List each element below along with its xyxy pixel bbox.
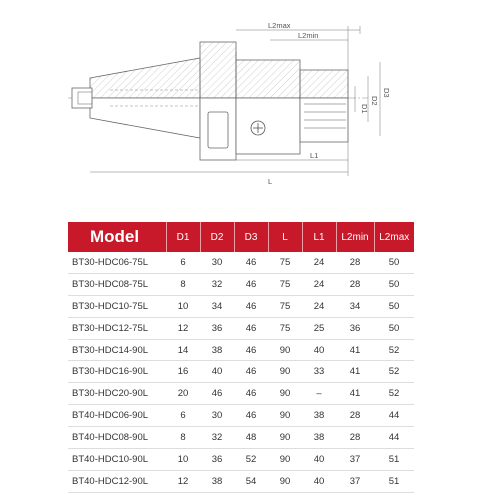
value-cell-d3: 46 (234, 317, 268, 339)
value-cell-d3: 46 (234, 405, 268, 427)
value-cell-d2: 38 (200, 339, 234, 361)
model-cell: BT30-HDC14-90L (68, 339, 166, 361)
dim-l2max: L2max (268, 21, 291, 30)
value-cell-d2: 36 (200, 449, 234, 471)
dim-d2: D2 (370, 96, 379, 106)
value-cell-l2max: 50 (374, 252, 414, 273)
tool-holder-drawing (0, 0, 480, 210)
value-cell-d2: 30 (200, 405, 234, 427)
value-cell-d3: 48 (234, 427, 268, 449)
model-cell: BT30-HDC08-75L (68, 273, 166, 295)
holder-body (236, 60, 348, 154)
value-cell-l2min: 41 (336, 383, 374, 405)
table-row (68, 470, 414, 492)
value-cell-l2min: 28 (336, 273, 374, 295)
dim-l: L (268, 177, 273, 186)
dim-d1: D1 (360, 104, 369, 114)
value-cell-l2min: 37 (336, 449, 374, 471)
dim-l2min: L2min (298, 31, 319, 40)
value-cell-d1: 6 (166, 252, 200, 273)
value-cell-d3: 52 (234, 449, 268, 471)
value-cell-l2max: 52 (374, 361, 414, 383)
table-row (68, 449, 414, 471)
table-header-row (68, 222, 414, 252)
value-cell-l1: 38 (302, 427, 336, 449)
value-cell-d1: 20 (166, 383, 200, 405)
value-cell-l1: 25 (302, 317, 336, 339)
value-cell-l1: – (302, 383, 336, 405)
value-cell-d1: 12 (166, 317, 200, 339)
value-cell-l2min: 36 (336, 317, 374, 339)
value-cell-l2max: 52 (374, 339, 414, 361)
table-row (68, 361, 414, 383)
value-cell-l: 90 (268, 361, 302, 383)
value-cell-l1: 24 (302, 295, 336, 317)
model-cell: BT40-HDC06-90L (68, 405, 166, 427)
value-cell-l2max: 51 (374, 470, 414, 492)
value-cell-l2max: 50 (374, 295, 414, 317)
value-cell-d3: 46 (234, 295, 268, 317)
value-cell-l1: 24 (302, 252, 336, 273)
table-row (68, 427, 414, 449)
value-cell-l: 90 (268, 339, 302, 361)
header-l1: L1 (302, 222, 336, 252)
dim-d3: D3 (382, 88, 391, 98)
taper-section (72, 58, 200, 138)
value-cell-d3: 46 (234, 361, 268, 383)
spec-table (68, 222, 414, 493)
value-cell-d2: 38 (200, 470, 234, 492)
model-cell: BT40-HDC10-90L (68, 449, 166, 471)
value-cell-l2max: 44 (374, 405, 414, 427)
value-cell-d2: 32 (200, 427, 234, 449)
table-row (68, 383, 414, 405)
value-cell-l2max: 50 (374, 317, 414, 339)
header-d3: D3 (234, 222, 268, 252)
value-cell-d1: 10 (166, 449, 200, 471)
value-cell-l2max: 50 (374, 273, 414, 295)
flange (200, 42, 236, 160)
value-cell-d1: 12 (166, 470, 200, 492)
table-row (68, 273, 414, 295)
value-cell-l2max: 51 (374, 449, 414, 471)
model-cell: BT30-HDC20-90L (68, 383, 166, 405)
value-cell-l1: 33 (302, 361, 336, 383)
value-cell-l1: 40 (302, 339, 336, 361)
value-cell-d3: 54 (234, 470, 268, 492)
value-cell-d3: 46 (234, 273, 268, 295)
value-cell-l1: 40 (302, 470, 336, 492)
value-cell-d3: 46 (234, 252, 268, 273)
header-l2max: L2max (374, 222, 414, 252)
value-cell-l2min: 28 (336, 252, 374, 273)
value-cell-d2: 30 (200, 252, 234, 273)
value-cell-d1: 8 (166, 273, 200, 295)
value-cell-l2min: 41 (336, 339, 374, 361)
value-cell-l2min: 34 (336, 295, 374, 317)
value-cell-l: 90 (268, 449, 302, 471)
table-row (68, 317, 414, 339)
table-row (68, 339, 414, 361)
value-cell-d2: 36 (200, 317, 234, 339)
model-cell: BT40-HDC12-90L (68, 470, 166, 492)
value-cell-l: 90 (268, 383, 302, 405)
value-cell-l1: 38 (302, 405, 336, 427)
table-row (68, 405, 414, 427)
table-row (68, 295, 414, 317)
value-cell-l: 75 (268, 295, 302, 317)
value-cell-d1: 16 (166, 361, 200, 383)
value-cell-d2: 40 (200, 361, 234, 383)
value-cell-l2min: 37 (336, 470, 374, 492)
model-cell: BT40-HDC08-90L (68, 427, 166, 449)
value-cell-l2min: 28 (336, 427, 374, 449)
value-cell-l1: 40 (302, 449, 336, 471)
value-cell-l: 75 (268, 317, 302, 339)
value-cell-l: 90 (268, 427, 302, 449)
value-cell-d1: 6 (166, 405, 200, 427)
value-cell-l2max: 52 (374, 383, 414, 405)
value-cell-l2min: 28 (336, 405, 374, 427)
model-cell: BT30-HDC06-75L (68, 252, 166, 273)
table-body (68, 252, 414, 492)
value-cell-l2min: 41 (336, 361, 374, 383)
value-cell-d1: 14 (166, 339, 200, 361)
value-cell-l2max: 44 (374, 427, 414, 449)
header-d1: D1 (166, 222, 200, 252)
header-model: Model (68, 222, 166, 252)
header-l2min: L2min (336, 222, 374, 252)
value-cell-l: 75 (268, 252, 302, 273)
value-cell-d2: 32 (200, 273, 234, 295)
model-cell: BT30-HDC16-90L (68, 361, 166, 383)
value-cell-d1: 8 (166, 427, 200, 449)
value-cell-l1: 24 (302, 273, 336, 295)
dim-l1: L1 (310, 151, 319, 160)
header-l: L (268, 222, 302, 252)
model-cell: BT30-HDC10-75L (68, 295, 166, 317)
value-cell-d3: 46 (234, 383, 268, 405)
value-cell-l: 75 (268, 273, 302, 295)
value-cell-l: 90 (268, 470, 302, 492)
value-cell-d3: 46 (234, 339, 268, 361)
value-cell-d2: 46 (200, 383, 234, 405)
header-d2: D2 (200, 222, 234, 252)
table-row (68, 252, 414, 273)
value-cell-l: 90 (268, 405, 302, 427)
value-cell-d1: 10 (166, 295, 200, 317)
value-cell-d2: 34 (200, 295, 234, 317)
model-cell: BT30-HDC12-75L (68, 317, 166, 339)
